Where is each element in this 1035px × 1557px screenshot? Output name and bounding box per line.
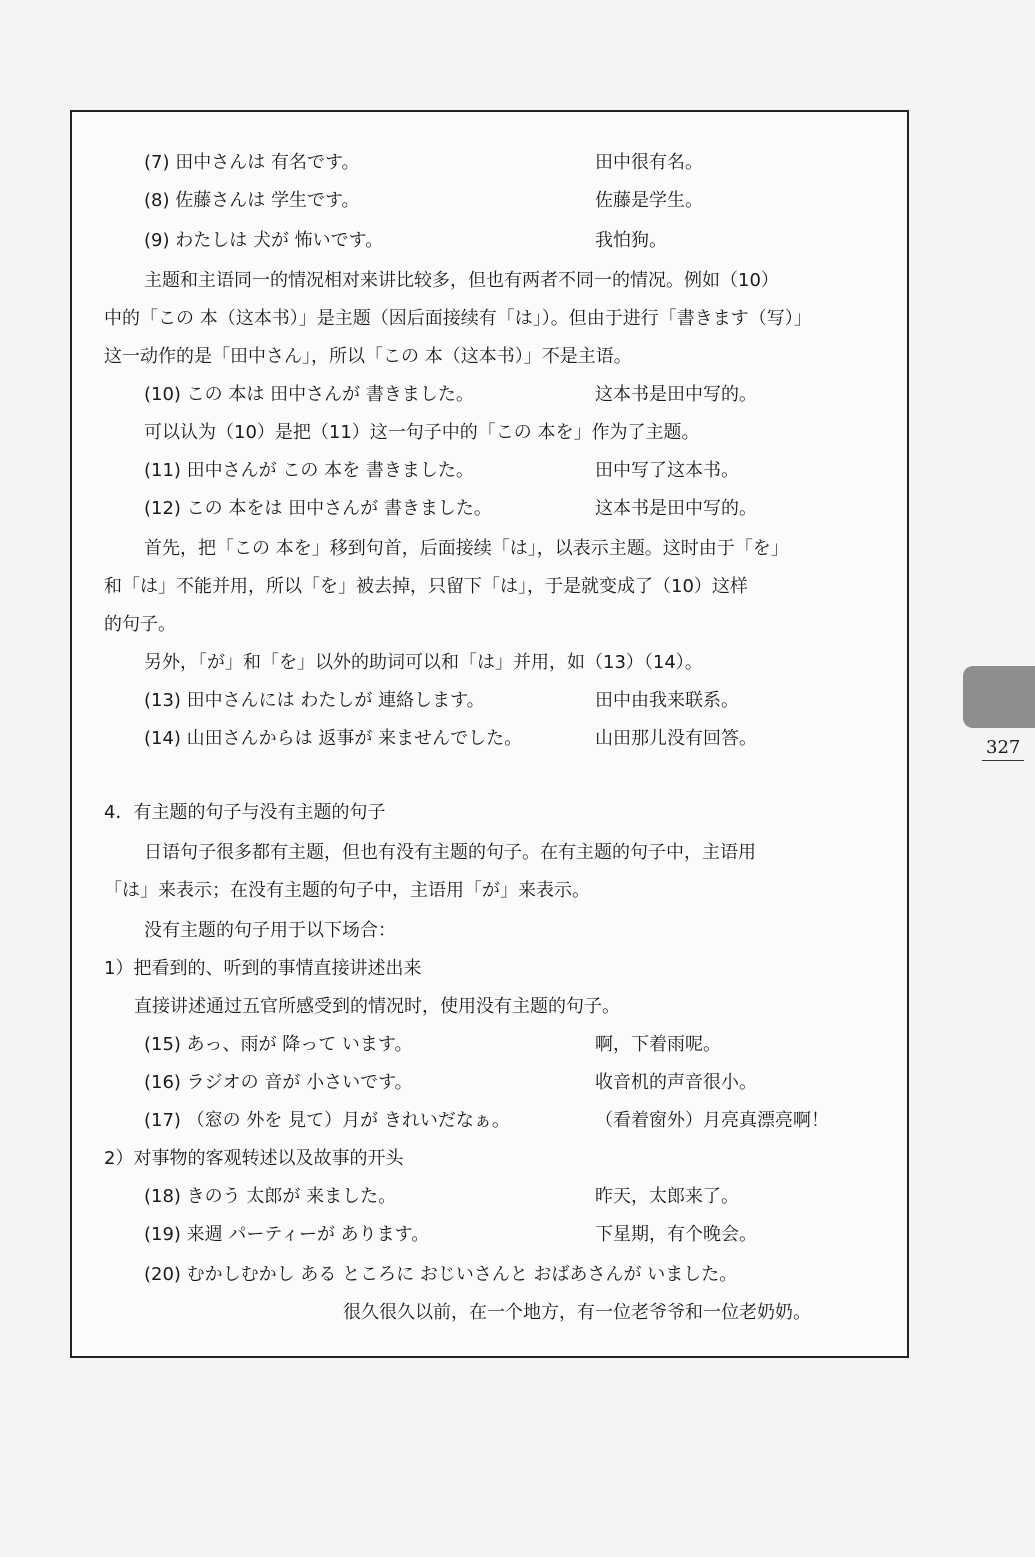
para3-line1: 首先，把「この 本を」移到句首，后面接续「は」，以表示主题。这时由于「を」 — [144, 538, 789, 559]
example-13-jp: (13) 田中さんには わたしが 連絡します。 — [144, 690, 485, 711]
example-17-jp: (17) （窓の 外を 見て）月が きれいだなぁ。 — [144, 1110, 510, 1131]
example-7-cn: 田中很有名。 — [595, 152, 703, 173]
example-11-jp: (11) 田中さんが この 本を 書きました。 — [144, 460, 474, 481]
chapter-tab — [963, 666, 1035, 728]
example-15-jp: (15) あっ、雨が 降って います。 — [144, 1034, 413, 1055]
example-15-cn: 啊，下着雨呢。 — [595, 1034, 721, 1055]
example-20-jp: (20) むかしむかし ある ところに おじいさんと おばあさんが いました。 — [144, 1264, 738, 1285]
example-14-cn: 山田那儿没有回答。 — [595, 728, 757, 749]
example-7-jp: (7) 田中さんは 有名です。 — [144, 152, 360, 173]
para5-line2: 「は」来表示；在没有主题的句子中，主语用「が」来表示。 — [104, 880, 590, 901]
example-16-cn: 收音机的声音很小。 — [595, 1072, 757, 1093]
para4: 另外，「が」和「を」以外的助词可以和「は」并用，如（13）（14）。 — [144, 652, 703, 673]
page-number: 327 — [982, 737, 1024, 761]
para1-line1: 主题和主语同一的情况相对来讲比较多，但也有两者不同一的情况。例如（10） — [144, 270, 779, 291]
example-20-cn: 很久很久以前，在一个地方，有一位老爷爷和一位老奶奶。 — [343, 1302, 811, 1323]
example-11-cn: 田中写了这本书。 — [595, 460, 739, 481]
example-18-cn: 昨天，太郎来了。 — [595, 1186, 739, 1207]
para1-line2: 中的「この 本（这本书）」是主题（因后面接续有「は」）。但由于进行「書きます（写）」 — [104, 308, 812, 329]
example-18-jp: (18) きのう 太郎が 来ました。 — [144, 1186, 397, 1207]
example-17-cn: （看着窗外）月亮真漂亮啊！ — [595, 1110, 829, 1131]
para3-line2: 和「は」不能并用，所以「を」被去掉，只留下「は」，于是就变成了（10）这样 — [104, 576, 748, 597]
example-12-cn: 这本书是田中写的。 — [595, 498, 757, 519]
para2: 可以认为（10）是把（11）这一句子中的「この 本を」作为了主题。 — [144, 422, 700, 443]
para1-line3: 这一动作的是「田中さん」，所以「この 本（这本书）」不是主语。 — [104, 346, 632, 367]
case-1-text: 直接讲述通过五官所感受到的情况时，使用没有主题的句子。 — [134, 996, 620, 1017]
example-8-jp: (8) 佐藤さんは 学生です。 — [144, 190, 360, 211]
example-19-jp: (19) 来週 パーティーが あります。 — [144, 1224, 430, 1245]
para3-line3: 的句子。 — [104, 614, 176, 635]
example-9-cn: 我怕狗。 — [595, 230, 667, 251]
example-14-jp: (14) 山田さんからは 返事が 来ませんでした。 — [144, 728, 523, 749]
case-2-title: 2）对事物的客观转述以及故事的开头 — [104, 1148, 404, 1169]
example-13-cn: 田中由我来联系。 — [595, 690, 739, 711]
example-19-cn: 下星期，有个晚会。 — [595, 1224, 757, 1245]
example-9-jp: (9) わたしは 犬が 怖いです。 — [144, 230, 384, 251]
example-10-cn: 这本书是田中写的。 — [595, 384, 757, 405]
example-16-jp: (16) ラジオの 音が 小さいです。 — [144, 1072, 413, 1093]
para6: 没有主题的句子用于以下场合： — [144, 920, 396, 941]
case-1-title: 1）把看到的、听到的事情直接讲述出来 — [104, 958, 422, 979]
section-4-title: 4．有主题的句子与没有主题的句子 — [104, 802, 386, 823]
para5-line1: 日语句子很多都有主题，但也有没有主题的句子。在有主题的句子中，主语用 — [144, 842, 756, 863]
example-12-jp: (12) この 本をは 田中さんが 書きました。 — [144, 498, 492, 519]
example-8-cn: 佐藤是学生。 — [595, 190, 703, 211]
example-10-jp: (10) この 本は 田中さんが 書きました。 — [144, 384, 474, 405]
